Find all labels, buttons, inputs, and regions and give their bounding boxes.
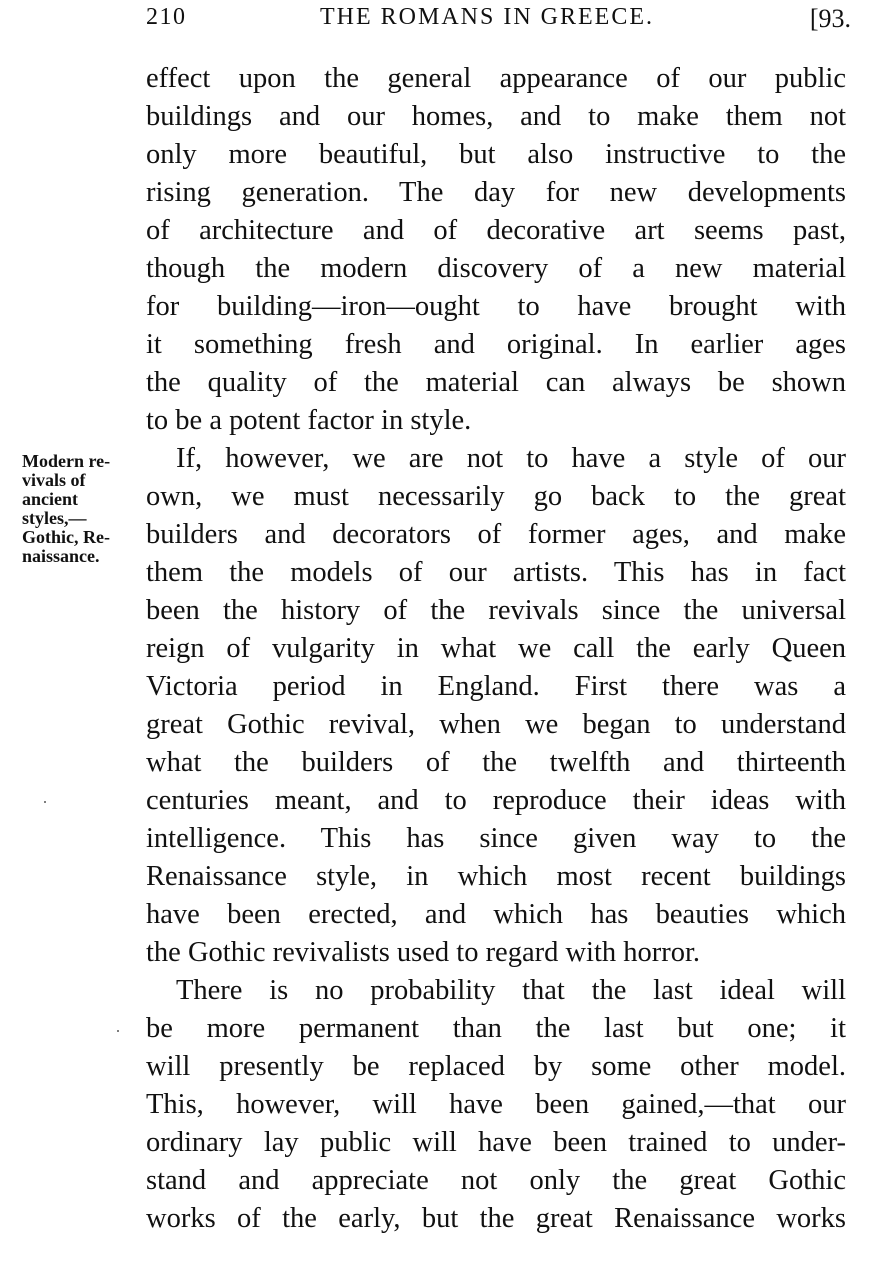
text-line: for building—iron—ought to have brought with <box>146 291 846 322</box>
text-line: what the builders of the twelfth and thirteenth <box>146 747 846 778</box>
page-number: 210 <box>146 4 187 30</box>
section-number: [93. <box>809 4 851 33</box>
text-line: only more beautiful, but also instructive to the <box>146 139 846 170</box>
text-line: the Gothic revivalists used to regard with horror. <box>146 937 701 968</box>
margin-note-line: styles,— <box>22 508 87 528</box>
text-line: rising generation. The day for new developments <box>146 177 846 208</box>
text-line: great Gothic revival, when we began to understand <box>146 709 846 740</box>
text-line: of architecture and of decorative art seems past, <box>146 215 846 246</box>
margin-note-line: naissance. <box>22 546 100 566</box>
text-line: Victoria period in England. First there was a <box>146 671 846 702</box>
body-text <box>146 60 846 1238</box>
text-line: Renaissance style, in which most recent buildings <box>146 861 846 892</box>
paragraph-revivals <box>146 440 846 972</box>
margin-note-line: Modern re- <box>22 451 111 471</box>
paragraph-ideal <box>146 972 846 1238</box>
text-line: effect upon the general appearance of our public <box>146 63 846 94</box>
text-line: centuries meant, and to reproduce their ideas with <box>146 785 846 816</box>
text-line: If, however, we are not to have a style of our <box>176 443 846 474</box>
text-line: stand and appreciate not only the great Gothic <box>146 1165 846 1196</box>
text-line: intelligence. This has since given way to the <box>146 823 846 854</box>
margin-note <box>22 452 140 566</box>
text-line: There is no probability that the last ideal will <box>176 975 846 1006</box>
text-line: be more permanent than the last but one; it <box>146 1013 846 1044</box>
text-line: works of the early, but the great Renaissance works <box>146 1203 846 1234</box>
text-line: have been erected, and which has beauties which <box>146 899 846 930</box>
text-line: it something fresh and original. In earlier ages <box>146 329 846 360</box>
running-head <box>146 4 851 38</box>
text-line: been the history of the revivals since the universal <box>146 595 846 626</box>
text-line: buildings and our homes, and to make them not <box>146 101 846 132</box>
paragraph-continued <box>146 60 846 440</box>
text-line: the quality of the material can always be shown <box>146 367 846 398</box>
text-line: to be a potent factor in style. <box>146 405 472 436</box>
text-line: builders and decorators of former ages, and make <box>146 519 846 550</box>
text-line: them the models of our artists. This has in fact <box>146 557 846 588</box>
margin-note-line: ancient <box>22 489 78 509</box>
print-speck <box>117 1030 119 1032</box>
text-line: ordinary lay public will have been trained to under- <box>146 1127 846 1158</box>
running-title: THE ROMANS IN GREECE. <box>320 4 654 30</box>
text-line: reign of vulgarity in what we call the early Queen <box>146 633 846 664</box>
text-line: will presently be replaced by some other model. <box>146 1051 846 1082</box>
margin-note-line: Gothic, Re- <box>22 527 110 547</box>
text-line: This, however, will have been gained,—that our <box>146 1089 846 1120</box>
print-speck <box>44 801 46 803</box>
text-line: though the modern discovery of a new material <box>146 253 846 284</box>
margin-note-line: vivals of <box>22 470 86 490</box>
text-line: own, we must necessarily go back to the great <box>146 481 846 512</box>
